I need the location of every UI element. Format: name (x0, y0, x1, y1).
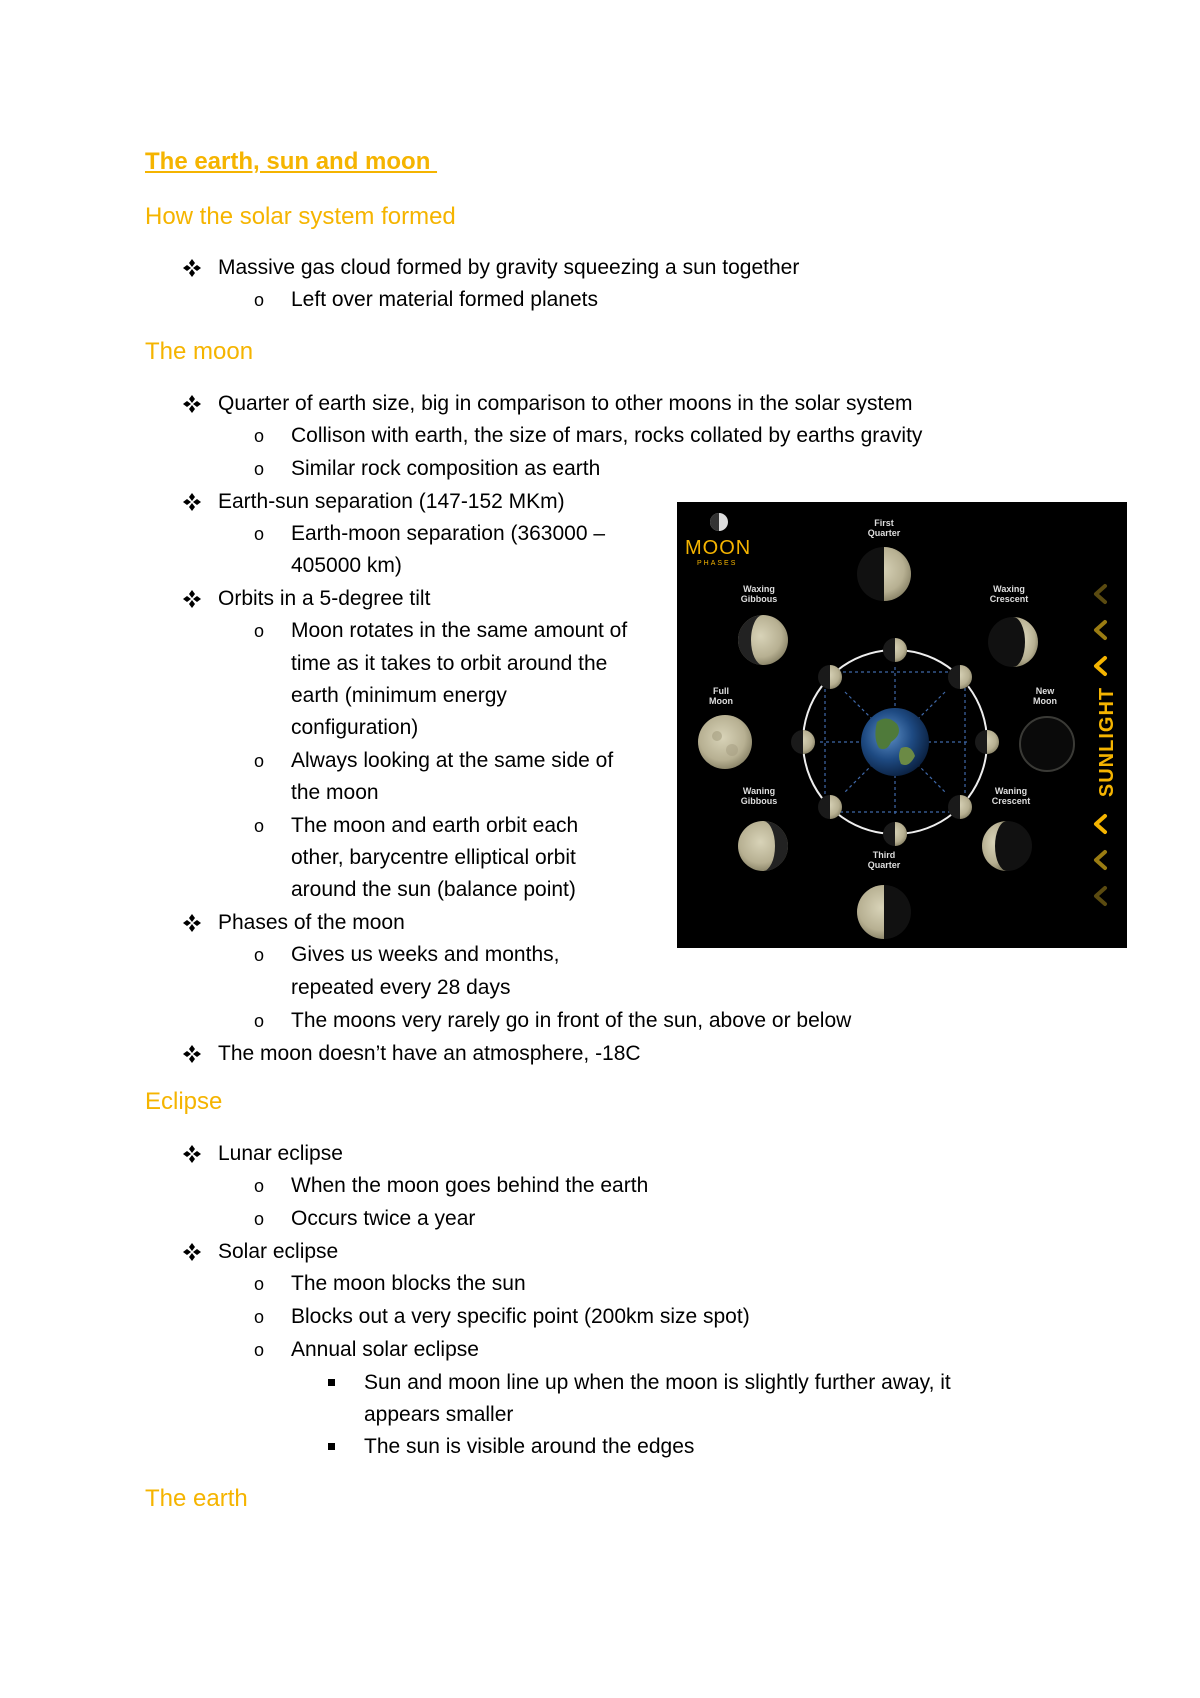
list-item: Solar eclipse (218, 1240, 339, 1263)
phase-label-first-quarter: First (874, 518, 894, 528)
earth-icon (861, 708, 929, 776)
orbit-moon-top-right (948, 665, 972, 689)
orbit-moon-bottom (883, 822, 907, 846)
page-title: The earth, sun and moon (145, 148, 438, 175)
waning-crescent-moon-icon (982, 821, 1032, 871)
phase-label-waning-crescent: Crescent (991, 796, 1031, 806)
list-item: When the moon goes behind the earth (291, 1174, 649, 1197)
phase-label-third-quarter: Quarter (867, 860, 901, 870)
phase-label-full-moon: Moon (709, 696, 733, 706)
list-item-continuation: appears smaller (364, 1403, 514, 1426)
list-item: Orbits in a 5-degree tilt (218, 587, 431, 610)
square-bullet-icon (328, 1443, 335, 1450)
phase-label-waning-gibbous: Waning (742, 786, 776, 796)
section-heading-the-moon: The moon (145, 338, 254, 365)
phase-label-first-quarter: Quarter (867, 528, 901, 538)
list-item: Similar rock composition as earth (291, 457, 601, 480)
list-item: Quarter of earth size, big in comparison to other moons in the solar system (218, 392, 913, 415)
moon-phases-diagram (677, 502, 1127, 948)
circle-bullet-icon: o (254, 459, 265, 479)
list-item-continuation: other, barycentre elliptical orbit (291, 846, 576, 869)
diamond-bullet-icon (182, 589, 202, 609)
orbit-moon-bottom-left (818, 795, 842, 819)
list-item: Moon rotates in the same amount of (291, 619, 628, 642)
list-item: Massive gas cloud formed by gravity squeezing a sun together (218, 256, 800, 279)
list-item: Gives us weeks and months, (291, 943, 560, 966)
list-item: The moon doesn’t have an atmosphere, -18C (218, 1042, 641, 1065)
section-heading-eclipse: Eclipse (145, 1088, 223, 1115)
waxing-gibbous-moon-icon (738, 615, 788, 665)
sunlight-arrows-top-icon (1096, 586, 1105, 674)
section-heading-solar-system: How the solar system formed (145, 203, 456, 230)
list-item-continuation: around the sun (balance point) (291, 878, 576, 901)
circle-bullet-icon: o (254, 1307, 265, 1327)
phase-label-waning-crescent: Waning (994, 786, 1028, 796)
full-moon-icon (698, 715, 752, 769)
list-item: Lunar eclipse (218, 1142, 343, 1165)
diamond-bullet-icon (182, 394, 202, 414)
diamond-bullet-icon (182, 913, 202, 933)
list-item: The moon and earth orbit each (291, 814, 579, 837)
orbit-moon-right (975, 730, 999, 754)
circle-bullet-icon: o (254, 816, 265, 836)
figure-logo: MOON (685, 537, 752, 559)
phase-label-waxing-gibbous: Waxing (743, 584, 775, 594)
section-heading-the-earth: The earth (145, 1485, 248, 1512)
circle-bullet-icon: o (254, 426, 265, 446)
list-item: Blocks out a very specific point (200km size spot) (291, 1305, 750, 1328)
phase-label-waxing-gibbous: Gibbous (740, 594, 778, 604)
circle-bullet-icon: o (254, 524, 265, 544)
diamond-bullet-icon (182, 492, 202, 512)
phase-label-waning-gibbous: Gibbous (740, 796, 778, 806)
list-item: The moons very rarely go in front of the sun, above or below (291, 1009, 852, 1032)
list-item: Left over material formed planets (291, 288, 598, 311)
list-item-continuation: the moon (291, 781, 379, 804)
waxing-crescent-moon-icon (988, 617, 1038, 667)
phase-label-new-moon: New (1035, 686, 1055, 696)
diamond-bullet-icon (182, 1242, 202, 1262)
circle-bullet-icon: o (254, 1340, 265, 1360)
phase-label-third-quarter: Third (872, 850, 896, 860)
list-item-continuation: configuration) (291, 716, 419, 739)
list-item: The sun is visible around the edges (364, 1435, 695, 1458)
list-item: Sun and moon line up when the moon is slightly further away, it (364, 1371, 951, 1394)
orbit-moon-left (791, 730, 815, 754)
list-item-continuation: repeated every 28 days (291, 976, 511, 999)
circle-bullet-icon: o (254, 1274, 265, 1294)
list-item: Earth-sun separation (147-152 MKm) (218, 490, 565, 513)
circle-bullet-icon: o (254, 1011, 265, 1031)
circle-bullet-icon: o (254, 1176, 265, 1196)
first-quarter-moon-icon (857, 547, 911, 601)
new-moon-icon (1020, 717, 1074, 771)
orbit-moon-bottom-right (948, 795, 972, 819)
list-item: Annual solar eclipse (291, 1338, 479, 1361)
list-item: Earth-moon separation (363000 – (291, 522, 606, 545)
list-item: Occurs twice a year (291, 1207, 476, 1230)
third-quarter-moon-icon (857, 885, 911, 939)
sunlight-arrows-bottom-icon (1096, 816, 1105, 904)
list-item: Always looking at the same side of (291, 749, 614, 772)
circle-bullet-icon: o (254, 290, 265, 310)
phase-label-waxing-crescent-top: Waxing (993, 584, 1025, 594)
square-bullet-icon (328, 1379, 335, 1386)
list-item: Phases of the moon (218, 911, 405, 934)
phase-label-new-moon: Moon (1033, 696, 1057, 706)
phase-label-full-moon: Full (713, 686, 729, 696)
list-item: The moon blocks the sun (291, 1272, 526, 1295)
circle-bullet-icon: o (254, 945, 265, 965)
phase-label-waxing-crescent-top: Crescent (989, 594, 1029, 604)
circle-bullet-icon: o (254, 621, 265, 641)
moon-logo-icon (710, 513, 728, 531)
waning-gibbous-moon-icon (738, 821, 788, 871)
orbit-moon-top (883, 638, 907, 662)
list-item-continuation: time as it takes to orbit around the (291, 652, 608, 675)
circle-bullet-icon: o (254, 751, 265, 771)
orbit-moon-top-left (818, 665, 842, 689)
circle-bullet-icon: o (254, 1209, 265, 1229)
sunlight-label: SUNLIGHT (1096, 686, 1118, 798)
diamond-bullet-icon (182, 258, 202, 278)
diamond-bullet-icon (182, 1144, 202, 1164)
figure-logo-subtitle: PHASES (697, 560, 738, 567)
list-item-continuation: earth (minimum energy (291, 684, 507, 707)
list-item-continuation: 405000 km) (291, 554, 402, 577)
diamond-bullet-icon (182, 1044, 202, 1064)
list-item: Collison with earth, the size of mars, rocks collated by earths gravity (291, 424, 923, 447)
